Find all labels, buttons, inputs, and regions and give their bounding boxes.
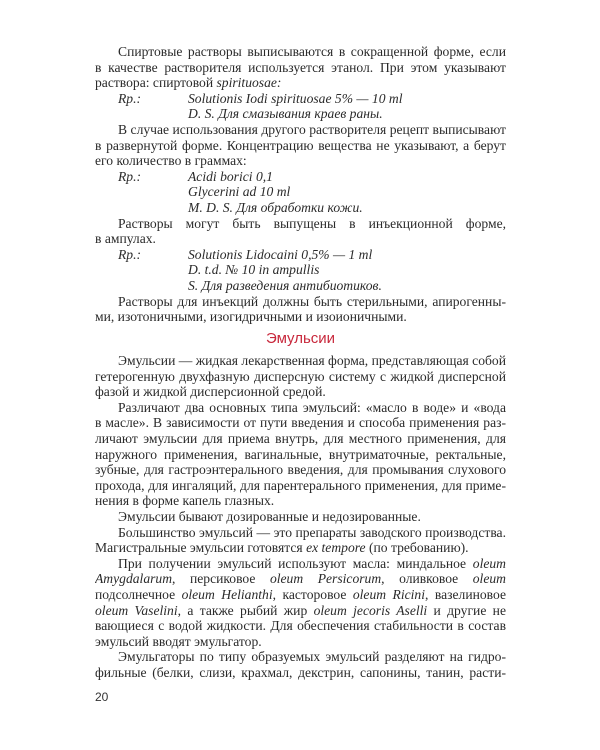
text-line bbox=[95, 540, 506, 556]
text-segment: , персиковое bbox=[172, 571, 270, 587]
latin-term: oleum jecoris Aselli bbox=[313, 602, 428, 618]
text-segment: ми, изотоничными, изогидричными и изоионичными. bbox=[95, 309, 407, 325]
latin-term: ex tempore bbox=[306, 540, 366, 556]
text-segment: прохода, для ингаляций, для парентерального применения, для приме- bbox=[95, 477, 506, 493]
prescription-key: Rp.: bbox=[118, 168, 142, 184]
text-segment: вающиеся с водой жидкости. Для обеспечения стабильности в состав bbox=[95, 618, 506, 634]
prescription-key: Rp.: bbox=[118, 90, 142, 106]
section-solutions bbox=[95, 44, 506, 325]
text-line bbox=[95, 231, 506, 247]
text-segment: наружного применения, вагинальные, внутриматочные, ректальные, bbox=[95, 446, 506, 462]
prescription-line bbox=[95, 200, 506, 216]
text-segment: в масле». В зависимости от пути введения и способа применения раз- bbox=[95, 415, 506, 431]
text-segment: подсолнечное bbox=[95, 586, 182, 602]
text-line bbox=[95, 309, 506, 325]
text-line bbox=[95, 369, 506, 385]
text-segment: в развернутой форме. Концентрацию вещества не указывают, а берут bbox=[95, 137, 506, 153]
prescription-line bbox=[95, 106, 506, 122]
text-line bbox=[95, 415, 506, 431]
prescription-line bbox=[95, 184, 506, 200]
prescription-line bbox=[95, 278, 506, 294]
text-line bbox=[95, 525, 506, 541]
text-line bbox=[95, 587, 506, 603]
prescription-line bbox=[95, 247, 506, 263]
text-line bbox=[95, 153, 506, 169]
prescription-text: Acidi borici 0,1 bbox=[188, 168, 273, 184]
text-segment: зубные, для гастроэнтерального введения, для промывания слухового bbox=[95, 462, 506, 478]
text-line bbox=[95, 431, 506, 447]
text-segment: личают эмульсии для приема внутрь, для местного применения, для bbox=[95, 430, 506, 446]
page-number: 20 bbox=[95, 690, 109, 704]
text-segment: Растворы для инъекций должны быть стерильными, апирогенны- bbox=[118, 293, 506, 309]
text-line bbox=[95, 509, 506, 525]
text-segment: В случае использования другого растворителя рецепт выписывают bbox=[118, 121, 506, 137]
text-segment: и другие не bbox=[433, 602, 506, 618]
text-line bbox=[95, 60, 506, 76]
text-line bbox=[95, 75, 506, 91]
text-line bbox=[95, 122, 506, 138]
text-line bbox=[95, 603, 506, 619]
text-segment: эмульсий вводят эмульгатор. bbox=[95, 633, 262, 649]
text-line bbox=[95, 618, 506, 634]
text-segment: , касторовое bbox=[272, 586, 353, 602]
text-line bbox=[95, 384, 506, 400]
text-segment: в ампулах. bbox=[95, 231, 156, 247]
text-line bbox=[95, 665, 506, 681]
latin-term: oleum Persicorum bbox=[269, 571, 382, 587]
text-line bbox=[95, 493, 506, 509]
text-line bbox=[95, 556, 506, 572]
text-line bbox=[95, 400, 506, 416]
text-segment: его количество в граммах: bbox=[95, 153, 247, 169]
prescription-text: Glycerini ad 10 ml bbox=[188, 184, 291, 200]
section-emulsions bbox=[95, 353, 506, 680]
text-segment: Магистральные эмульсии готовятся bbox=[95, 540, 307, 556]
text-segment: раствора: спиртовой bbox=[95, 75, 217, 91]
latin-term: oleum bbox=[472, 555, 506, 571]
latin-term: oleum Helianthi bbox=[181, 586, 273, 602]
latin-term: oleum Vaselini bbox=[95, 602, 178, 618]
prescription-text: Solutionis Lidocaini 0,5% — 1 ml bbox=[188, 246, 373, 262]
text-line bbox=[95, 447, 506, 463]
prescription-text: Solutionis Iodi spirituosae 5% — 10 ml bbox=[188, 90, 403, 106]
text-segment: Спиртовые растворы выписываются в сокращенной форме, если bbox=[118, 44, 506, 59]
text-segment: , а также рыбий жир bbox=[177, 602, 314, 618]
latin-term: Amygdalarum bbox=[95, 571, 173, 587]
text-line bbox=[95, 138, 506, 154]
prescription-text: M. D. S. Для обработки кожи. bbox=[188, 199, 363, 215]
latin-term: oleum Ricini bbox=[352, 586, 426, 602]
text-segment: Эмульсии — жидкая лекарственная форма, представляющая собой bbox=[118, 353, 506, 368]
text-line bbox=[95, 634, 506, 650]
prescription-key: Rp.: bbox=[118, 246, 142, 262]
text-segment: Растворы могут быть выпущены в инъекционной форме, bbox=[118, 215, 506, 231]
text-line bbox=[95, 571, 506, 587]
latin-term: spirituosae: bbox=[216, 75, 282, 91]
text-segment: гетерогенную двухфазную дисперсную систему с жидкой дисперсной bbox=[95, 368, 506, 384]
section-heading-emulsions: Эмульсии bbox=[265, 330, 336, 347]
prescription-line bbox=[95, 169, 506, 185]
text-line bbox=[95, 44, 506, 60]
text-segment: нения в форме капель глазных. bbox=[95, 493, 275, 509]
text-segment: (по требованию). bbox=[365, 540, 469, 556]
text-segment: фазой и жидкой дисперсионной средой. bbox=[95, 384, 326, 400]
text-segment: При получении эмульсий используют масла: миндальное bbox=[118, 555, 473, 571]
text-line bbox=[95, 216, 506, 232]
text-segment: Различают два основных типа эмульсий: «масло в воде» и «вода bbox=[118, 399, 506, 415]
text-line bbox=[95, 649, 506, 665]
text-segment: Эмульгаторы по типу образуемых эмульсий разделяют на гидро- bbox=[118, 649, 506, 665]
text-line bbox=[95, 462, 506, 478]
text-segment: Большинство эмульсий — это препараты заводского производства. bbox=[118, 524, 506, 540]
text-line bbox=[95, 294, 506, 310]
text-line bbox=[95, 478, 506, 494]
latin-term: oleum bbox=[472, 571, 506, 587]
prescription-text: D. t.d. № 10 in ampullis bbox=[188, 262, 320, 278]
prescription-line bbox=[95, 262, 506, 278]
text-line bbox=[95, 353, 506, 369]
text-segment: в качестве растворителя используется этанол. При этом указывают bbox=[95, 59, 506, 75]
text-segment: фильные (белки, слизи, крахмал, декстрин, сапонины, танин, расти- bbox=[95, 664, 506, 680]
text-segment: Эмульсии бывают дозированные и недозированные. bbox=[118, 508, 421, 524]
text-segment: , вазелиновое bbox=[425, 586, 506, 602]
prescription-line bbox=[95, 91, 506, 107]
text-segment: , оливковое bbox=[381, 571, 473, 587]
prescription-text: D. S. Для смазывания краев раны. bbox=[188, 106, 383, 122]
prescription-text: S. Для разведения антибиотиков. bbox=[188, 277, 382, 293]
